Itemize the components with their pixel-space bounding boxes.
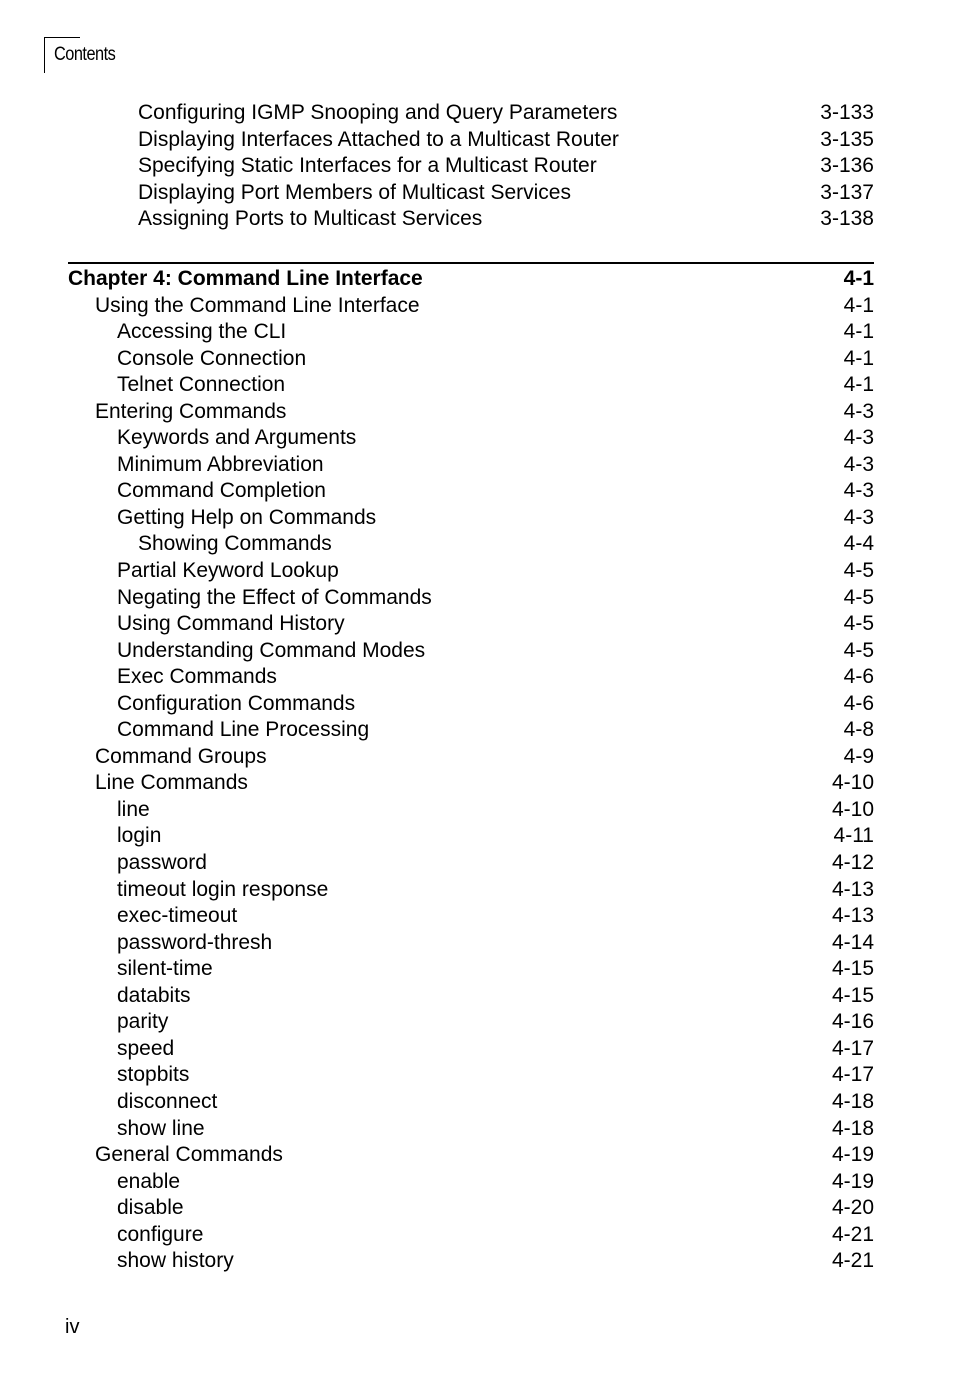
toc-entry-title: Command Groups [95,744,267,768]
toc-entry[interactable] [0,1195,954,1222]
toc-entry[interactable] [0,206,954,233]
toc-entry[interactable] [0,531,954,558]
toc-entry-page: 4-18 [831,1089,874,1113]
toc-entry-page: 4-1 [843,373,874,397]
toc-entry[interactable] [0,399,954,426]
toc-entry-page: 4-5 [843,638,874,662]
toc-entry-page: 4-12 [831,851,874,875]
toc-entry-title: Displaying Interfaces Attached to a Multicast Router [138,127,619,151]
toc-entry-title: Telnet Connection [117,373,286,397]
toc-chapter-entry[interactable] [0,266,954,293]
toc-entry[interactable] [0,153,954,180]
toc-entry-title: show history [117,1249,234,1273]
toc-entry-title: Using the Command Line Interface [95,293,420,317]
toc-entry-page: 4-4 [843,532,874,556]
toc-entry[interactable] [0,180,954,207]
toc-entry-title: Partial Keyword Lookup [117,559,339,583]
toc-entry[interactable] [0,478,954,505]
page-number: iv [65,1316,80,1338]
toc-entry-page: 4-5 [843,585,874,609]
toc-entry-title: Accessing the CLI [117,320,287,344]
toc-entry-page: 4-18 [831,1116,874,1140]
toc-entry-page: 4-3 [843,399,874,423]
toc-entry-title: Getting Help on Commands [117,505,377,529]
toc-entry-page: 4-1 [843,320,874,344]
toc-entry-title: disable [117,1196,184,1220]
toc-entry-page: 4-1 [843,293,874,317]
toc-entry-title: disconnect [117,1089,218,1113]
toc-entry[interactable] [0,293,954,320]
toc-section-chapter-4 [0,266,954,1275]
toc-entry[interactable] [0,1169,954,1196]
toc-entry-title: Line Commands [95,771,248,795]
toc-entry-title: stopbits [117,1063,190,1087]
toc-entry-page: 4-3 [843,426,874,450]
toc-entry[interactable] [0,1062,954,1089]
toc-entry[interactable] [0,452,954,479]
toc-entry[interactable] [0,1036,954,1063]
toc-entry[interactable] [0,1222,954,1249]
toc-entry[interactable] [0,505,954,532]
toc-entry[interactable] [0,691,954,718]
toc-entry-page: 4-3 [843,452,874,476]
toc-entry-page: 4-13 [831,877,874,901]
toc-entry[interactable] [0,877,954,904]
toc-entry-page: 4-14 [831,930,874,954]
toc-entry[interactable] [0,127,954,154]
toc-entry[interactable] [0,425,954,452]
toc-entry-title: databits [117,983,191,1007]
toc-entry-title: Exec Commands [117,665,277,689]
toc-entry[interactable] [0,1089,954,1116]
toc-entry-page: 4-6 [843,691,874,715]
toc-entry-title: speed [117,1036,175,1060]
toc-entry-title: Entering Commands [95,399,287,423]
toc-entry-title: Negating the Effect of Commands [117,585,432,609]
toc-entry[interactable] [0,770,954,797]
toc-entry-page: 4-17 [831,1063,874,1087]
toc-entry-page: 3-138 [820,207,874,231]
toc-entry-title: parity [117,1010,169,1034]
toc-entry-page: 4-19 [831,1143,874,1167]
toc-entry-page: 3-136 [820,154,874,178]
toc-entry-title: Command Line Processing [117,718,370,742]
toc-entry-page: 4-15 [831,983,874,1007]
toc-entry-page: 4-8 [843,718,874,742]
toc-entry-page: 4-17 [831,1036,874,1060]
toc-entry[interactable] [0,903,954,930]
toc-entry-title: login [117,824,162,848]
toc-entry-page: 4-19 [831,1169,874,1193]
toc-entry[interactable] [0,823,954,850]
toc-entry-title: Assigning Ports to Multicast Services [138,207,483,231]
toc-entry-title: configure [117,1222,204,1246]
toc-entry-page: 4-6 [843,665,874,689]
toc-entry-title: Minimum Abbreviation [117,452,324,476]
toc-entry-title: password [117,851,207,875]
toc-entry-page: 4-1 [843,267,874,290]
toc-entry[interactable] [0,983,954,1010]
toc-entry[interactable] [0,346,954,373]
toc-entry[interactable] [0,717,954,744]
toc-entry-page: 4-5 [843,559,874,583]
toc-entry-title: silent-time [117,957,213,981]
toc-entry-page: 3-135 [820,127,874,151]
toc-entry-page: 4-1 [843,346,874,370]
toc-entry[interactable] [0,744,954,771]
toc-entry-title: Console Connection [117,346,307,370]
toc-entry-title: Showing Commands [138,532,332,556]
toc-entry-page: 4-10 [831,771,874,795]
toc-entry-page: 4-21 [831,1222,874,1246]
toc-entry[interactable] [0,1248,954,1275]
toc-entry[interactable] [0,930,954,957]
toc-entry[interactable] [0,319,954,346]
toc-entry[interactable] [0,1009,954,1036]
toc-entry[interactable] [0,1142,954,1169]
toc-entry-title: Command Completion [117,479,326,503]
toc-entry-title: enable [117,1169,181,1193]
toc-entry[interactable] [0,100,954,127]
toc-entry-page: 3-133 [820,101,874,124]
toc-entry-page: 3-137 [820,180,874,204]
toc-entry-title: password-thresh [117,930,273,954]
toc-entry-page: 4-10 [831,797,874,821]
running-header: Contents [54,44,116,65]
toc-entry-title: Configuring IGMP Snooping and Query Parameters [138,101,618,124]
toc-entry[interactable] [0,1116,954,1143]
toc-entry-page: 4-5 [843,612,874,636]
toc-entry[interactable] [0,585,954,612]
toc-entry[interactable] [0,956,954,983]
toc-entry-title: line [117,797,150,821]
toc-entry-page: 4-20 [831,1196,874,1220]
chapter-divider-rule [68,262,874,264]
toc-entry-title: exec-timeout [117,904,238,928]
toc-entry[interactable] [0,611,954,638]
toc-entry-page: 4-3 [843,479,874,503]
toc-entry-title: Specifying Static Interfaces for a Multicast Router [138,154,597,178]
toc-entry-page: 4-15 [831,957,874,981]
toc-entry-title: Displaying Port Members of Multicast Services [138,180,571,204]
toc-section-chapter-3-continued [0,100,954,233]
toc-entry-page: 4-3 [843,505,874,529]
toc-entry[interactable] [0,558,954,585]
toc-entry[interactable] [0,850,954,877]
toc-entry[interactable] [0,638,954,665]
toc-entry-page: 4-16 [831,1010,874,1034]
toc-entry[interactable] [0,797,954,824]
toc-entry-page: 4-11 [833,824,874,848]
toc-entry-title: Configuration Commands [117,691,356,715]
toc-entry-page: 4-9 [843,744,874,768]
toc-entry-title: General Commands [95,1143,283,1167]
toc-entry-title: timeout login response [117,877,329,901]
toc-entry-page: 4-21 [831,1249,874,1273]
toc-entry-title: Using Command History [117,612,345,636]
toc-entry-title: Chapter 4: Command Line Interface [68,267,423,290]
toc-entry-page: 4-13 [831,904,874,928]
toc-entry-title: Understanding Command Modes [117,638,426,662]
toc-entry[interactable] [0,664,954,691]
toc-entry-title: show line [117,1116,205,1140]
toc-entry[interactable] [0,372,954,399]
toc-entry-title: Keywords and Arguments [117,426,357,450]
